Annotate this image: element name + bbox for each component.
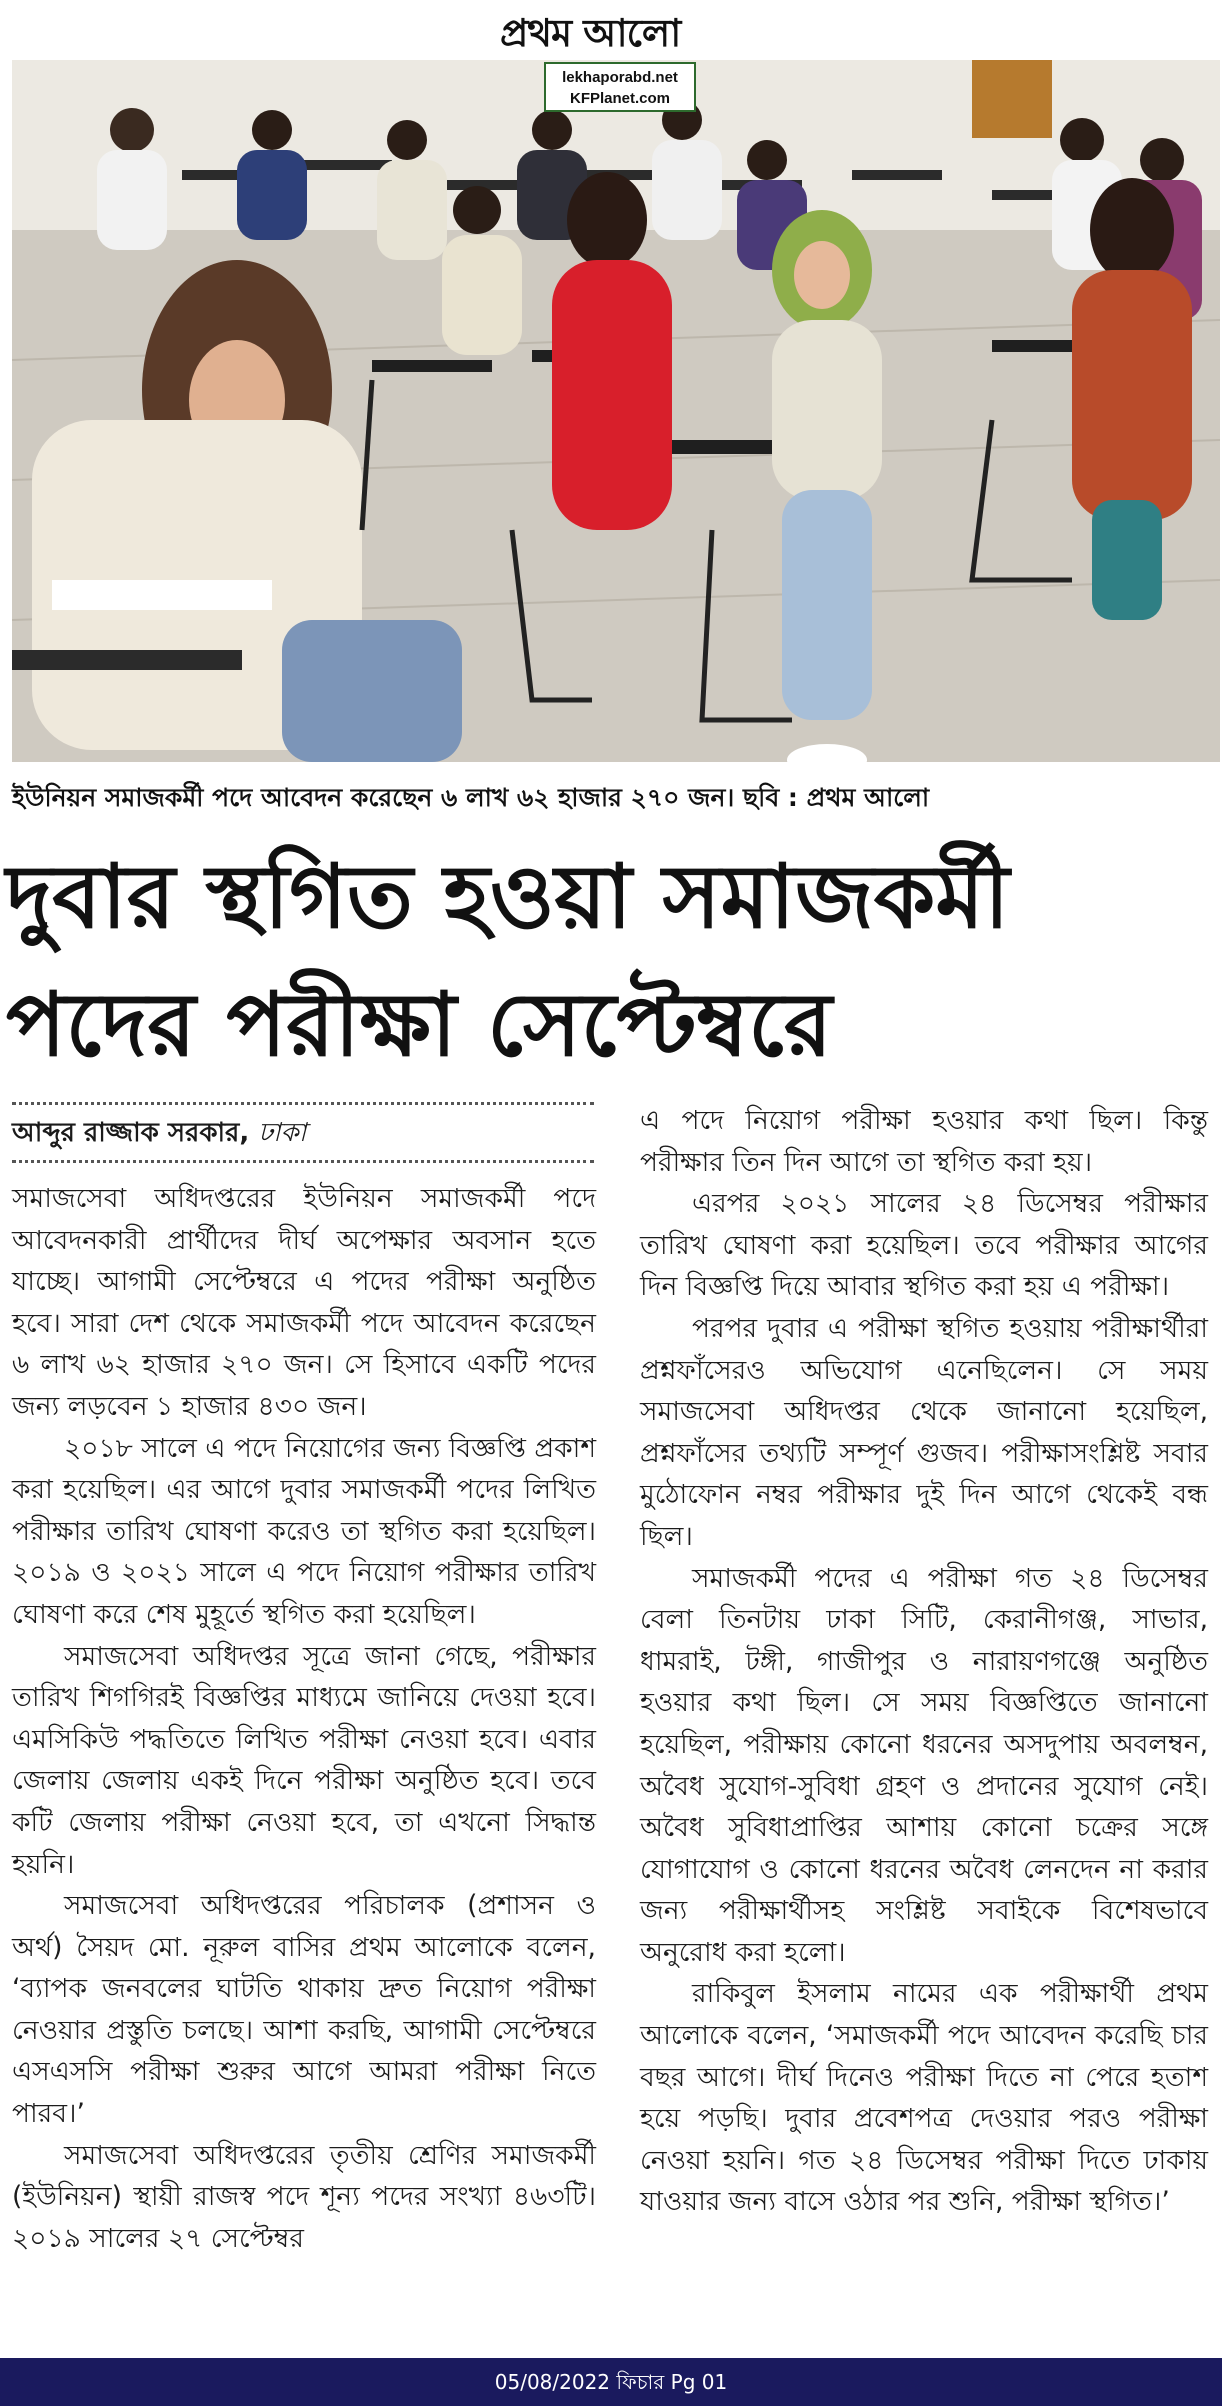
footer-text: 05/08/2022 ফিচার Pg 01: [494, 2370, 728, 2394]
paragraph: সমাজসেবা অধিদপ্তরের ইউনিয়ন সমাজকর্মী পদে আবেদনকারী প্রার্থীদের দীর্ঘ অপেক্ষার অবসান হতে যাচ্ছে। আগামী সেপ্টেম্বরে এ পদের পরীক্ষা অনুষ্ঠিত হবে। সারা দেশ থেকে সমাজকর্মী পদে আবেদন করেছেন ৬ লাখ ৬২ হাজার ২৭০ জন। সে হিসাবে একটি পদের জন্য লড়বেন ১ হাজার ৪৩০ জন।: [12, 1183, 596, 1422]
byline: [12, 1112, 306, 1156]
byline-rule-top: [12, 1102, 594, 1105]
byline-location: ঢাকা: [258, 1118, 307, 1148]
paragraph: সমাজসেবা অধিদপ্তরের তৃতীয় শ্রেণির সমাজকর্মী (ইউনিয়ন) স্থায়ী রাজস্ব পদে শূন্য পদের সংখ্যা ৪৬৩টি। ২০১৯ সালের ২৭ সেপ্টেম্বর: [12, 2139, 596, 2254]
photo-caption: ইউনিয়ন সমাজকর্মী পদে আবেদন করেছেন ৬ লাখ ৬২ হাজার ২৭০ জন। ছবি : প্রথম আলো: [12, 783, 930, 812]
photo-illustration: [12, 60, 1220, 762]
article-column-right: [640, 1100, 1208, 2223]
paragraph: সমাজসেবা অধিদপ্তরের পরিচালক (প্রশাসন ও অর্থ) সৈয়দ মো. নূরুল বাসির প্রথম আলোকে বলেন, ‘ব্যাপক জনবলের ঘাটতি থাকায় দ্রুত নিয়োগ পরীক্ষা নেওয়ার প্রস্তুতি চলছে। আশা করছি, আগামী সেপ্টেম্বরে এসএসসি পরীক্ষা শুরুর আগে আমরা পরীক্ষা নিতে পারব।’: [12, 1890, 596, 2130]
byline-rule-bottom: [12, 1160, 594, 1163]
watermark-line-1: lekhaporabd.net: [562, 69, 678, 86]
article-column-left: [12, 1178, 596, 2259]
paragraph: এ পদে নিয়োগ পরীক্ষা হওয়ার কথা ছিল। কিন্তু পরীক্ষার তিন দিন আগে তা স্থগিত করা হয়।: [640, 1105, 1208, 1178]
paragraph: সমাজকর্মী পদের এ পরীক্ষা গত ২৪ ডিসেম্বর বেলা তিনটায় ঢাকা সিটি, কেরানীগঞ্জ, সাভার, ধামরাই, টঙ্গী, গাজীপুর ও নারায়ণগঞ্জে অনুষ্ঠিত হওয়ার কথা ছিল। সে সময় বিজ্ঞপ্তিতে জানানো হয়েছিল, পরীক্ষায় কোনো ধরনের অসদুপায় অবলম্বন, অবৈধ সুযোগ-সুবিধা গ্রহণ ও প্রদানের সুযোগ নেই। অবৈধ সুবিধাপ্রাপ্তির আশায় কোনো চক্রের সঙ্গে যোগাযোগ ও কোনো ধরনের অবৈধ লেনদেন না করার জন্য পরীক্ষার্থীসহ সংশ্লিষ্ট সবাইকে বিশেষভাবে অনুরোধ করা হলো।: [640, 1562, 1208, 1968]
masthead: [0, 0, 1222, 58]
paragraph: সমাজসেবা অধিদপ্তর সূত্রে জানা গেছে, পরীক্ষার তারিখ শিগগিরই বিজ্ঞপ্তির মাধ্যমে জানিয়ে দেওয়া হবে। এমসিকিউ পদ্ধতিতে লিখিত পরীক্ষা নেওয়া হবে। এবার জেলায় জেলায় একই দিনে পরীক্ষা অনুষ্ঠিত হবে। তবে কটি জেলায় পরীক্ষা নেওয়া হবে, তা এখনো সিদ্ধান্ত হয়নি।: [12, 1640, 596, 1880]
newspaper-logo: প্রথম আলো: [500, 11, 681, 55]
paragraph: ২০১৮ সালে এ পদে নিয়োগের জন্য বিজ্ঞপ্তি প্রকাশ করা হয়েছিল। এর আগে দুবার সমাজকর্মী পদের লিখিত পরীক্ষার তারিখ ঘোষণা করেও তা স্থগিত করা হয়েছিল। ২০১৯ ও ২০২১ সালে এ পদে নিয়োগ পরীক্ষার তারিখ ঘোষণা করে শেষ মুহূর্তে স্থগিত করা হয়েছিল।: [12, 1432, 597, 1630]
watermark-line-2: KFPlanet.com: [569, 90, 671, 107]
page-footer: [0, 2358, 1222, 2406]
paragraph: রাকিবুল ইসলাম নামের এক পরীক্ষার্থী প্রথম আলোকে বলেন, ‘সমাজকর্মী পদে আবেদন করেছি চার বছর আগে। দীর্ঘ দিনেও পরীক্ষা দিতে না পেরে হতাশ হয়ে পড়ছি। দুবার প্রবেশপত্র দেওয়ার পরও পরীক্ষা নেওয়া হয়নি। গত ২৪ ডিসেম্বর পরীক্ষা দিতে ঢাকায় যাওয়ার জন্য বাসে ওঠার পর শুনি, পরীক্ষা স্থগিত।’: [640, 1978, 1208, 2218]
exam-hall-photo: [12, 60, 1220, 762]
paragraph: এরপর ২০২১ সালের ২৪ ডিসেম্বর পরীক্ষার তারিখ ঘোষণা করা হয়েছিল। তবে পরীক্ষার আগের দিন বিজ্ঞপ্তি দিয়ে আবার স্থগিত করা হয় এ পরীক্ষা।: [640, 1188, 1208, 1303]
paragraph: পরপর দুবার এ পরীক্ষা স্থগিত হওয়ায় পরীক্ষার্থীরা প্রশ্নফাঁসেরও অভিযোগ এনেছিলেন। সে সময় সমাজসেবা অধিদপ্তর থেকে জানানো হয়েছিল, প্রশ্নফাঁসের তথ্যটি সম্পূর্ণ গুজব। পরীক্ষাসংশ্লিষ্ট সবার মুঠোফোন নম্বর পরীক্ষার দুই দিন আগে থেকেই বন্ধ ছিল।: [640, 1312, 1208, 1552]
watermark-badge: [544, 62, 696, 112]
headline-line-1: দুবার স্থগিত হওয়া সমাজকর্মী: [6, 844, 1010, 948]
headline-line-2: পদের পরীক্ষা সেপ্টেম্বরে: [6, 972, 833, 1076]
headline: [6, 832, 1216, 1088]
byline-author: আব্দুর রাজ্জাক সরকার,: [12, 1118, 250, 1148]
